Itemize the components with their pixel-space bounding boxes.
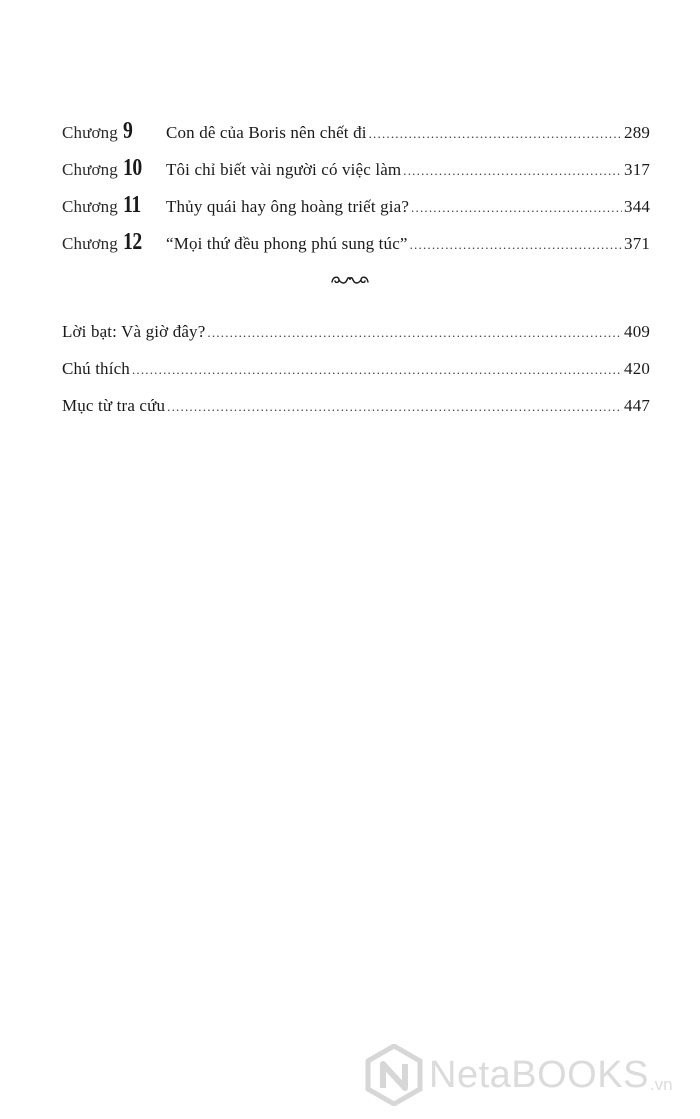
toc-entry-chapter-10 [62,155,650,192]
chapter-number: 12 [123,229,143,255]
chapter-word: Chương [62,197,118,216]
chapter-number: 10 [123,155,143,181]
chapter-label [62,192,166,219]
table-of-contents-back-matter [62,322,650,433]
dot-leader [369,126,622,142]
chapter-word: Chương [62,160,118,179]
table-of-contents-chapters [62,118,650,266]
entry-title: Mục từ tra cứu [62,396,166,415]
chapter-number: 9 [123,118,133,144]
chapter-label [62,118,166,145]
page-number: 344 [624,197,650,216]
page-number: 420 [624,359,650,378]
watermark-brand-text: NetaBOOKS [429,1053,649,1096]
page-number: 289 [624,123,650,142]
chapter-word: Chương [62,234,118,253]
dot-leader [411,200,622,216]
dot-leader [410,237,622,253]
dot-leader [167,399,622,415]
entry-title: Chú thích [62,359,130,378]
dot-leader [132,362,622,378]
toc-entry-notes [62,359,650,396]
chapter-title: Con dê của Boris nên chết đi [166,123,367,142]
toc-entry-index [62,396,650,433]
netabooks-watermark [365,1043,690,1107]
toc-entry-afterword [62,322,650,359]
chapter-number: 11 [123,192,142,218]
chapter-title: Tôi chỉ biết vài người có việc làm [166,160,402,179]
netabooks-logo-icon [365,1044,423,1106]
toc-entry-chapter-12 [62,229,650,266]
chapter-word: Chương [62,123,118,142]
chapter-title: “Mọi thứ đều phong phú sung túc” [166,234,408,253]
page-number: 409 [624,322,650,341]
entry-title: Lời bạt: Và giờ đây? [62,322,206,341]
toc-entry-chapter-9 [62,118,650,155]
chapter-label [62,229,166,256]
page-number: 447 [624,396,650,415]
watermark-domain-suffix: .vn [649,1075,673,1094]
page-number: 371 [624,234,650,253]
dot-leader [403,163,622,179]
fleuron-divider-icon [330,273,370,287]
chapter-title: Thủy quái hay ông hoàng triết gia? [166,197,410,216]
toc-entry-chapter-11 [62,192,650,229]
chapter-label [62,155,166,182]
dot-leader [207,325,622,341]
page-number: 317 [624,160,650,179]
